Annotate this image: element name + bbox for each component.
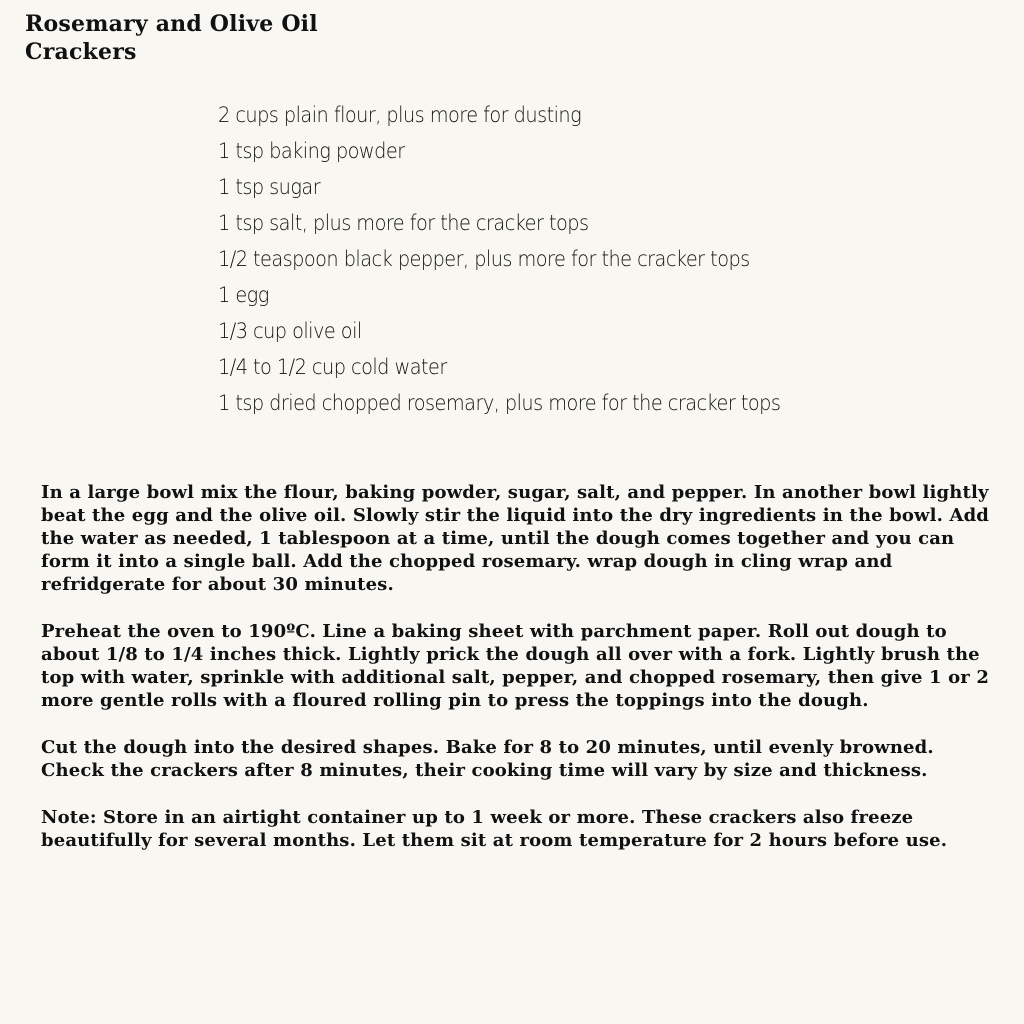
ingredient-item: 1 tsp salt, plus more for the cracker tops — [218, 211, 589, 235]
storage-note: Note: Store in an airtight container up to 1 week or more. These crackers also freeze beautifully for several months. Let them sit at room temperature for 2 hours before use. — [41, 807, 948, 851]
ingredient-item: 1 tsp dried chopped rosemary, plus more for the cracker tops — [218, 391, 781, 415]
ingredient-item: 1 tsp sugar — [218, 175, 321, 199]
recipe-title-line-2: Crackers — [25, 39, 137, 65]
ingredient-item: 1/2 teaspoon black pepper, plus more for the cracker tops — [218, 247, 750, 271]
method-step: Preheat the oven to 190ºC. Line a baking sheet with parchment paper. Roll out dough to about 1/8 to 1/4 inches thick. Lightly prick the dough all over with a fork. Lightly brush the top with water, sprinkle with additional salt, pepper, and chopped rosemary, then give 1 or 2 more gentle rolls with a floured rolling pin to press the toppings into the dough. — [41, 621, 989, 711]
method-step: In a large bowl mix the flour, baking powder, sugar, salt, and pepper. In another bowl lightly beat the egg and the olive oil. Slowly stir the liquid into the dry ingredients in the bowl. Add the water as needed, 1 tablespoon at a time, until the dough comes together and you can form it into a single ball. Add the chopped rosemary. wrap dough in cling wrap and refridgerate for about 30 minutes. — [41, 482, 990, 595]
method-step: Cut the dough into the desired shapes. Bake for 8 to 20 minutes, until evenly browned. Check the crackers after 8 minutes, their cooking time will vary by size and thickness. — [41, 737, 934, 781]
ingredient-item: 1 tsp baking powder — [218, 139, 405, 163]
ingredient-item: 1/4 to 1/2 cup cold water — [218, 355, 447, 379]
ingredient-item: 1/3 cup olive oil — [218, 319, 362, 343]
recipe-title — [25, 10, 318, 66]
method-section — [41, 481, 991, 876]
ingredient-item: 2 cups plain flour, plus more for dusting — [218, 103, 582, 127]
ingredient-list — [218, 97, 829, 421]
recipe-title-line-1: Rosemary and Olive Oil — [25, 11, 318, 37]
ingredient-item: 1 egg — [218, 283, 269, 307]
